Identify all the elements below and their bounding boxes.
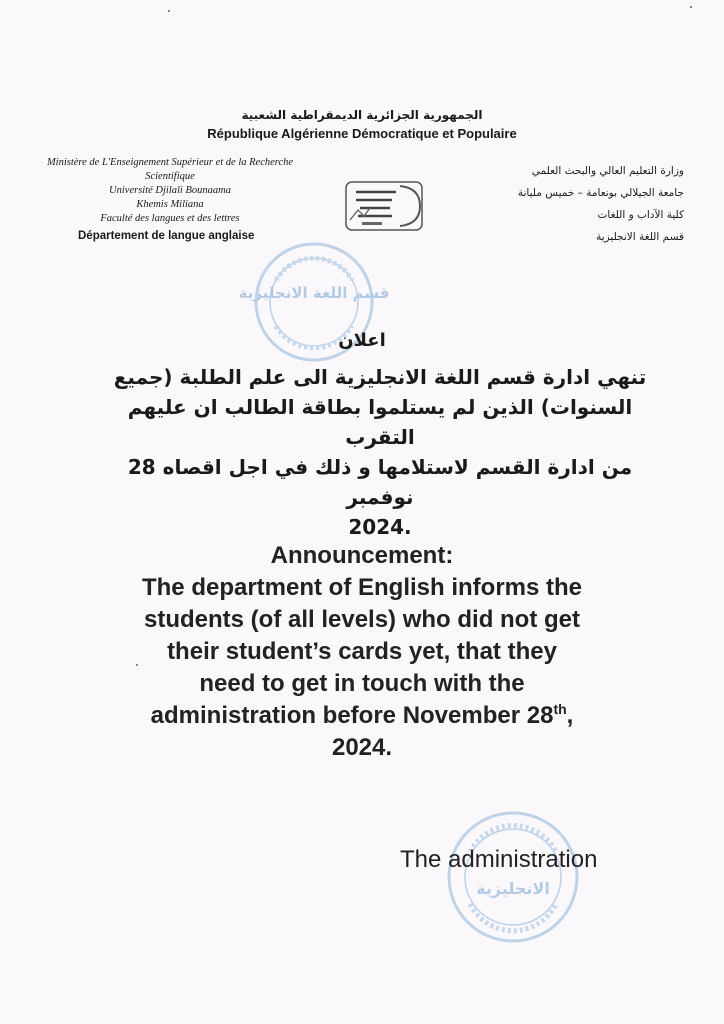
deadline-comma: , bbox=[566, 702, 574, 729]
english-line: 2024. bbox=[331, 734, 393, 761]
stamp-text: قسم اللغة الانجليزية bbox=[238, 284, 390, 302]
english-announcement-heading: Announcement: bbox=[270, 542, 454, 569]
city-name-fr: Khemis Miliana bbox=[136, 199, 204, 210]
ministry-name-fr: Ministère de L'Enseignement Supérieur et de la Recherche Scientifique bbox=[46, 157, 294, 182]
arabic-line: من ادارة القسم لاستلامها و ذلك في اجل اقصاه 28 نوفمبر bbox=[127, 455, 633, 509]
department-name-fr: Département de langue anglaise bbox=[78, 230, 255, 242]
english-line: their student’s cards yet, that they bbox=[167, 638, 557, 665]
faculty-name-fr: Faculté des langues et des lettres bbox=[100, 213, 240, 224]
stamp-text: الانجليزية bbox=[476, 879, 550, 898]
administration-stamp-icon bbox=[444, 808, 582, 946]
arabic-line: تنهي ادارة قسم اللغة الانجليزية الى علم الطلبة (جميع bbox=[113, 365, 647, 389]
arabic-republic-title: الجمهورية الجزائرية الديمقراطية الشعبية bbox=[241, 108, 483, 122]
ordinal-suffix: th bbox=[553, 701, 567, 717]
ministry-name-ar: وزارة التعليم العالي والبحث العلمي bbox=[531, 165, 684, 177]
university-name-ar: جامعة الجيلالي بونعامة – خميس مليانة bbox=[517, 187, 684, 199]
english-line: The department of English informs the bbox=[141, 574, 583, 601]
department-name-ar: قسم اللغة الانجليزية bbox=[596, 231, 684, 243]
english-line: need to get in touch with the bbox=[199, 670, 525, 697]
faculty-name-ar: كلية الآداب و اللغات bbox=[597, 209, 684, 221]
university-logo-icon bbox=[340, 178, 428, 234]
scan-speck bbox=[690, 6, 692, 8]
deadline-text: administration before November 28 bbox=[150, 702, 554, 729]
scan-speck bbox=[168, 10, 170, 12]
arabic-announcement-body bbox=[110, 362, 650, 542]
arabic-line: السنوات) الذين لم يستلموا بطاقة الطالب ان عليهم التقرب bbox=[127, 395, 633, 449]
arabic-announcement-heading: اعلان bbox=[338, 330, 386, 351]
arabic-institution-block bbox=[464, 160, 684, 248]
french-republic-title: République Algérienne Démocratique et Populaire bbox=[207, 126, 517, 141]
french-institution-block bbox=[40, 156, 300, 243]
english-announcement bbox=[100, 540, 624, 764]
signature: The administration bbox=[400, 846, 598, 873]
university-name-fr: Université Djilali Bounaama bbox=[109, 185, 231, 196]
english-line: students (of all levels) who did not get bbox=[143, 606, 581, 633]
english-line bbox=[100, 700, 624, 732]
arabic-line: .2024 bbox=[348, 515, 412, 539]
